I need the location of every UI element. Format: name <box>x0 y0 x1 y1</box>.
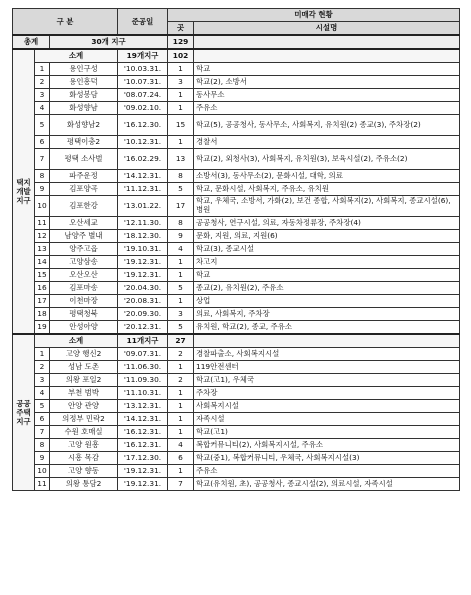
table-row <box>13 217 460 230</box>
row-number: 8 <box>35 439 50 452</box>
facility-count: 1 <box>168 400 194 413</box>
facility-count: 7 <box>168 478 194 491</box>
facility-count: 8 <box>168 217 194 230</box>
district-name: 성남 도촌 <box>50 361 118 374</box>
facility-count: 2 <box>168 374 194 387</box>
district-name: 파주운정 <box>50 170 118 183</box>
facility-names: 문화, 지원, 의료, 지원(6) <box>194 230 460 243</box>
facility-names: 상업 <box>194 295 460 308</box>
total-count: 129 <box>168 35 194 49</box>
subtotal-districts: 11개지구 <box>118 334 168 348</box>
facility-names: 학교(중1), 복합커뮤니티, 우체국, 사회복지시설(3) <box>194 452 460 465</box>
district-name: 수원 호매실 <box>50 426 118 439</box>
completion-date: '11.09.30. <box>118 374 168 387</box>
facility-count: 1 <box>168 63 194 76</box>
district-name: 평택 소사벌 <box>50 149 118 170</box>
completion-date: '11.10.31. <box>118 387 168 400</box>
completion-date: '17.12.30. <box>118 452 168 465</box>
subtotal-facilities <box>194 334 460 348</box>
row-number: 19 <box>35 321 50 335</box>
row-number: 10 <box>35 196 50 217</box>
facility-names: 소방서(3), 동사무소(2), 문화시설, 대학, 의료 <box>194 170 460 183</box>
table-row <box>13 321 460 335</box>
table-row <box>13 102 460 115</box>
facility-count: 9 <box>168 230 194 243</box>
subtotal-count: 102 <box>168 49 194 63</box>
facility-names: 주유소 <box>194 102 460 115</box>
district-name: 시흥 목감 <box>50 452 118 465</box>
district-name: 고양 원흥 <box>50 439 118 452</box>
district-name: 용인구성 <box>50 63 118 76</box>
completion-date: '19.12.31. <box>118 465 168 478</box>
table-row <box>13 374 460 387</box>
facility-count: 1 <box>168 102 194 115</box>
subtotal-label: 소계 <box>35 334 118 348</box>
facility-count: 3 <box>168 308 194 321</box>
table-row <box>13 63 460 76</box>
table-row <box>13 196 460 217</box>
group-label: 공공주택지구 <box>13 334 35 491</box>
facility-names: 학교(2), 소방서 <box>194 76 460 89</box>
completion-date: '14.12.31. <box>118 170 168 183</box>
completion-date: '16.12.30. <box>118 115 168 136</box>
subtotal-row <box>13 49 460 63</box>
district-name: 오산오산 <box>50 269 118 282</box>
facility-names: 사회복지시설 <box>194 400 460 413</box>
facility-names: 학교 <box>194 269 460 282</box>
completion-date: '13.01.22. <box>118 196 168 217</box>
facility-count: 1 <box>168 387 194 400</box>
table-row <box>13 136 460 149</box>
row-number: 2 <box>35 76 50 89</box>
facility-count: 1 <box>168 89 194 102</box>
completion-date: '19.12.31. <box>118 256 168 269</box>
facility-names: 학교(5), 공공청사, 동사무소, 사회복지, 유치원(2) 종교(3), 주차장(2) <box>194 115 460 136</box>
facility-count: 1 <box>168 269 194 282</box>
table-row <box>13 230 460 243</box>
header-completion-date: 준공일 <box>118 9 168 36</box>
table-row <box>13 400 460 413</box>
subtotal-facilities <box>194 49 460 63</box>
table-row <box>13 76 460 89</box>
completion-date: '12.11.30. <box>118 217 168 230</box>
district-name: 부천 범박 <box>50 387 118 400</box>
facility-count: 6 <box>168 452 194 465</box>
header-facility-status: 미매각 현황 <box>168 9 460 22</box>
facility-count: 2 <box>168 348 194 361</box>
subtotal-label: 소계 <box>35 49 118 63</box>
facility-names: 경찰파출소, 사회복지시설 <box>194 348 460 361</box>
completion-date: '16.02.29. <box>118 149 168 170</box>
row-number: 1 <box>35 348 50 361</box>
facility-count: 13 <box>168 149 194 170</box>
table-row <box>13 426 460 439</box>
table-row <box>13 183 460 196</box>
header-count: 곳 <box>168 22 194 36</box>
completion-date: '11.12.31. <box>118 183 168 196</box>
total-label: 총계 <box>13 35 50 49</box>
row-number: 3 <box>35 374 50 387</box>
district-name: 의정부 민락2 <box>50 413 118 426</box>
table-row <box>13 149 460 170</box>
facility-count: 8 <box>168 170 194 183</box>
district-name: 김포마송 <box>50 282 118 295</box>
facility-names: 차고지 <box>194 256 460 269</box>
facility-count: 5 <box>168 282 194 295</box>
district-name: 용인흥덕 <box>50 76 118 89</box>
row-number: 6 <box>35 413 50 426</box>
facility-count: 3 <box>168 76 194 89</box>
unsold-facilities-table <box>12 8 460 491</box>
district-name: 안양 관양 <box>50 400 118 413</box>
facility-names: 학교(고1) <box>194 426 460 439</box>
facility-names: 의료, 사회복지, 주차장 <box>194 308 460 321</box>
facility-count: 4 <box>168 243 194 256</box>
district-name: 양주고읍 <box>50 243 118 256</box>
completion-date: '10.03.31. <box>118 63 168 76</box>
table-row <box>13 387 460 400</box>
row-number: 14 <box>35 256 50 269</box>
table-row <box>13 170 460 183</box>
facility-count: 15 <box>168 115 194 136</box>
completion-date: '08.07.24. <box>118 89 168 102</box>
table-row <box>13 439 460 452</box>
completion-date: '09.02.10. <box>118 102 168 115</box>
table-row <box>13 465 460 478</box>
district-name: 화성봉담 <box>50 89 118 102</box>
district-name: 화성향남2 <box>50 115 118 136</box>
district-name: 화성향남 <box>50 102 118 115</box>
district-name: 평택청북 <box>50 308 118 321</box>
facility-names: 종교(2), 유치원(2), 주유소 <box>194 282 460 295</box>
completion-date: '16.12.31. <box>118 439 168 452</box>
table-row <box>13 269 460 282</box>
row-number: 16 <box>35 282 50 295</box>
row-number: 5 <box>35 400 50 413</box>
completion-date: '20.09.30. <box>118 308 168 321</box>
completion-date: '10.12.31. <box>118 136 168 149</box>
facility-names: 자족시설 <box>194 413 460 426</box>
table-row <box>13 308 460 321</box>
district-name: 이천마장 <box>50 295 118 308</box>
total-row <box>13 35 460 49</box>
district-name: 김포한강 <box>50 196 118 217</box>
subtotal-count: 27 <box>168 334 194 348</box>
row-number: 2 <box>35 361 50 374</box>
completion-date: '18.12.30. <box>118 230 168 243</box>
district-name: 고양 향동 <box>50 465 118 478</box>
completion-date: '16.12.31. <box>118 426 168 439</box>
facility-names: 유치원, 학교(2), 종교, 주유소 <box>194 321 460 335</box>
facility-names: 주유소 <box>194 465 460 478</box>
completion-date: '20.12.31. <box>118 321 168 335</box>
table-row <box>13 478 460 491</box>
row-number: 10 <box>35 465 50 478</box>
facility-table-document <box>12 8 459 491</box>
completion-date: '09.07.31. <box>118 348 168 361</box>
facility-names: 119안전센터 <box>194 361 460 374</box>
table-row <box>13 256 460 269</box>
facility-count: 5 <box>168 183 194 196</box>
row-number: 7 <box>35 149 50 170</box>
subtotal-row <box>13 334 460 348</box>
completion-date: '20.08.31. <box>118 295 168 308</box>
row-number: 9 <box>35 452 50 465</box>
facility-names: 학교(2), 외청사(3), 사회복지, 유치원(3), 보육시설(2), 주유소(2) <box>194 149 460 170</box>
row-number: 15 <box>35 269 50 282</box>
group-label: 택지개발지구 <box>13 49 35 334</box>
facility-count: 1 <box>168 295 194 308</box>
row-number: 13 <box>35 243 50 256</box>
district-name: 고양 행신2 <box>50 348 118 361</box>
facility-names: 학교, 우체국, 소방서, 가화(2), 보건 종합, 사회복지(2), 사회복지, 종교시설(6), 병원 <box>194 196 460 217</box>
row-number: 11 <box>35 217 50 230</box>
total-facilities <box>194 35 460 49</box>
table-row <box>13 282 460 295</box>
completion-date: '14.12.31. <box>118 413 168 426</box>
table-row <box>13 115 460 136</box>
table-row <box>13 243 460 256</box>
header-facility-name: 시설명 <box>194 22 460 36</box>
facility-count: 1 <box>168 361 194 374</box>
facility-names: 복합커뮤니티(2), 사회복지시설, 주유소 <box>194 439 460 452</box>
district-name: 의왕 포일2 <box>50 374 118 387</box>
table-row <box>13 295 460 308</box>
facility-count: 1 <box>168 256 194 269</box>
district-name: 의왕 통담2 <box>50 478 118 491</box>
facility-count: 17 <box>168 196 194 217</box>
facility-count: 1 <box>168 465 194 478</box>
facility-names: 학교(고1), 우체국 <box>194 374 460 387</box>
facility-names: 학교(3), 종교시설 <box>194 243 460 256</box>
table-row <box>13 413 460 426</box>
completion-date: '20.04.30. <box>118 282 168 295</box>
header-category: 구 분 <box>13 9 118 36</box>
table-row <box>13 361 460 374</box>
district-name: 평택이충2 <box>50 136 118 149</box>
row-number: 8 <box>35 170 50 183</box>
facility-names: 경찰서 <box>194 136 460 149</box>
district-name: 남양주 별내 <box>50 230 118 243</box>
facility-count: 1 <box>168 426 194 439</box>
table-row <box>13 452 460 465</box>
completion-date: '19.12.31. <box>118 478 168 491</box>
completion-date: '19.10.31. <box>118 243 168 256</box>
facility-count: 4 <box>168 439 194 452</box>
row-number: 3 <box>35 89 50 102</box>
row-number: 9 <box>35 183 50 196</box>
district-name: 안성아양 <box>50 321 118 335</box>
facility-count: 5 <box>168 321 194 335</box>
completion-date: '19.12.31. <box>118 269 168 282</box>
facility-names: 학교(유치원, 초), 공공청사, 종교시설(2), 의료시설, 자족시설 <box>194 478 460 491</box>
table-row <box>13 348 460 361</box>
facility-names: 주차장 <box>194 387 460 400</box>
row-number: 11 <box>35 478 50 491</box>
row-number: 4 <box>35 387 50 400</box>
facility-names: 학교 <box>194 63 460 76</box>
district-name: 고양삼송 <box>50 256 118 269</box>
row-number: 12 <box>35 230 50 243</box>
row-number: 4 <box>35 102 50 115</box>
facility-names: 동사무소 <box>194 89 460 102</box>
row-number: 7 <box>35 426 50 439</box>
row-number: 17 <box>35 295 50 308</box>
row-number: 1 <box>35 63 50 76</box>
total-districts: 30개 지구 <box>50 35 168 49</box>
row-number: 18 <box>35 308 50 321</box>
completion-date: '13.12.31. <box>118 400 168 413</box>
facility-count: 1 <box>168 413 194 426</box>
facility-names: 공공청사, 연구시설, 의료, 자동차정류장, 주차장(4) <box>194 217 460 230</box>
table-row <box>13 89 460 102</box>
district-name: 오산세교 <box>50 217 118 230</box>
row-number: 6 <box>35 136 50 149</box>
facility-names: 학교, 문화시설, 사회복지, 주유소, 유치원 <box>194 183 460 196</box>
district-name: 김포양곡 <box>50 183 118 196</box>
completion-date: '10.07.31. <box>118 76 168 89</box>
facility-count: 1 <box>168 136 194 149</box>
row-number: 5 <box>35 115 50 136</box>
completion-date: '11.06.30. <box>118 361 168 374</box>
subtotal-districts: 19개지구 <box>118 49 168 63</box>
